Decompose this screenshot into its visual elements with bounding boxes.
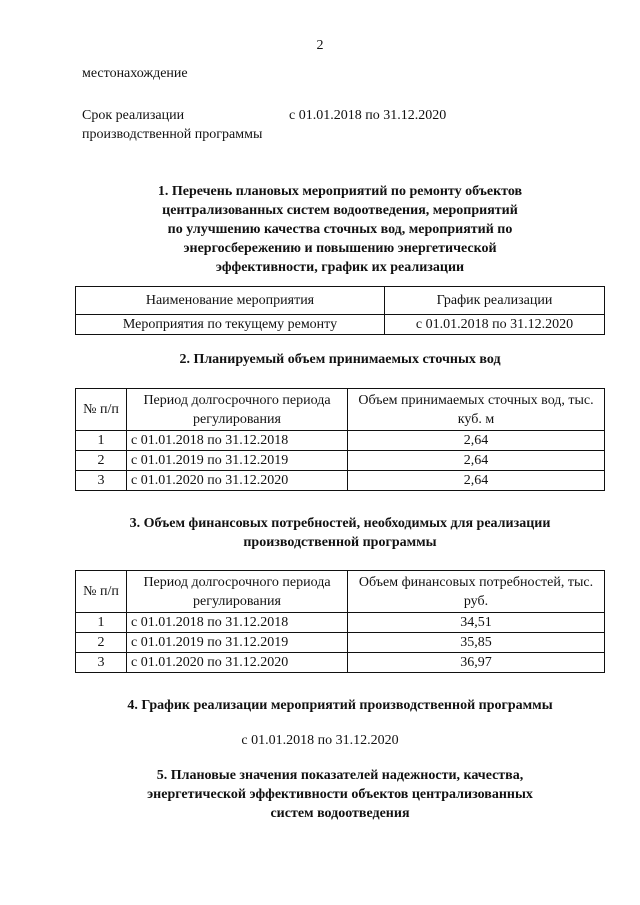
table-cell: с 01.01.2019 по 31.12.2019 <box>127 451 348 471</box>
table-header-cell: № п/п <box>76 389 127 431</box>
table-cell: с 01.01.2018 по 31.12.2018 <box>127 613 348 633</box>
table-cell: 35,85 <box>348 633 605 653</box>
period-label-line2: производственной программы <box>82 127 263 142</box>
table-header-cell: Период долгосрочного периода регулирования <box>127 389 348 431</box>
table-header-cell: Объем финансовых потребностей, тыс. руб. <box>348 571 605 613</box>
table-header-cell: Наименование мероприятия <box>76 287 385 315</box>
table-row <box>76 633 605 653</box>
table-row <box>76 471 605 491</box>
table-header-cell: № п/п <box>76 571 127 613</box>
table-row <box>76 315 605 335</box>
section2-heading: 2. Планируемый объем принимаемых сточных вод <box>179 352 501 367</box>
table-header-cell: Период долгосрочного периода регулирования <box>127 571 348 613</box>
table-cell: с 01.01.2020 по 31.12.2020 <box>127 471 348 491</box>
table-cell: с 01.01.2019 по 31.12.2019 <box>127 633 348 653</box>
section2-table <box>75 388 605 491</box>
table-cell: 2 <box>76 451 127 471</box>
period-label-line1: Срок реализации <box>82 108 185 123</box>
table-cell: Мероприятия по текущему ремонту <box>76 315 385 335</box>
table-cell: с 01.01.2020 по 31.12.2020 <box>127 653 348 673</box>
location-label: местонахождение <box>82 66 188 81</box>
table-header-row <box>76 389 605 431</box>
table-header-row <box>76 571 605 613</box>
table-cell: 3 <box>76 653 127 673</box>
table-cell: 34,51 <box>348 613 605 633</box>
period-value: с 01.01.2018 по 31.12.2020 <box>289 108 447 123</box>
page-number: 2 <box>316 38 324 53</box>
table-cell: 2,64 <box>348 471 605 491</box>
table-row <box>76 451 605 471</box>
table-cell: 36,97 <box>348 653 605 673</box>
section3-table <box>75 570 605 673</box>
section3-heading: 3. Объем финансовых потребностей, необходимых для реализации производственной программы <box>129 516 551 550</box>
table-cell: 2,64 <box>348 451 605 471</box>
section1-heading: 1. Перечень плановых мероприятий по ремонту объектов централизованных систем водоотведения, мероприятий по улучшению качества сточных вод, мероприятий по энергосбережению и повышению энергетической эффективности, график их реализации <box>157 184 523 275</box>
section1-table <box>75 286 605 335</box>
table-row <box>76 431 605 451</box>
table-cell: 2,64 <box>348 431 605 451</box>
table-cell: 1 <box>76 431 127 451</box>
table-header-row <box>76 287 605 315</box>
table-cell: с 01.01.2018 по 31.12.2018 <box>127 431 348 451</box>
table-row <box>76 653 605 673</box>
table-cell: с 01.01.2018 по 31.12.2020 <box>385 315 605 335</box>
table-header-cell: График реализации <box>385 287 605 315</box>
table-header-cell: Объем принимаемых сточных вод, тыс. куб. м <box>348 389 605 431</box>
table-cell: 3 <box>76 471 127 491</box>
table-cell: 1 <box>76 613 127 633</box>
section5-heading: 5. Плановые значения показателей надежности, качества, энергетической эффективности объектов централизованных систем водоотведения <box>147 768 533 821</box>
table-cell: 2 <box>76 633 127 653</box>
section4-heading: 4. График реализации мероприятий производственной программы <box>127 698 553 713</box>
table-row <box>76 613 605 633</box>
section4-value: с 01.01.2018 по 31.12.2020 <box>241 733 399 748</box>
